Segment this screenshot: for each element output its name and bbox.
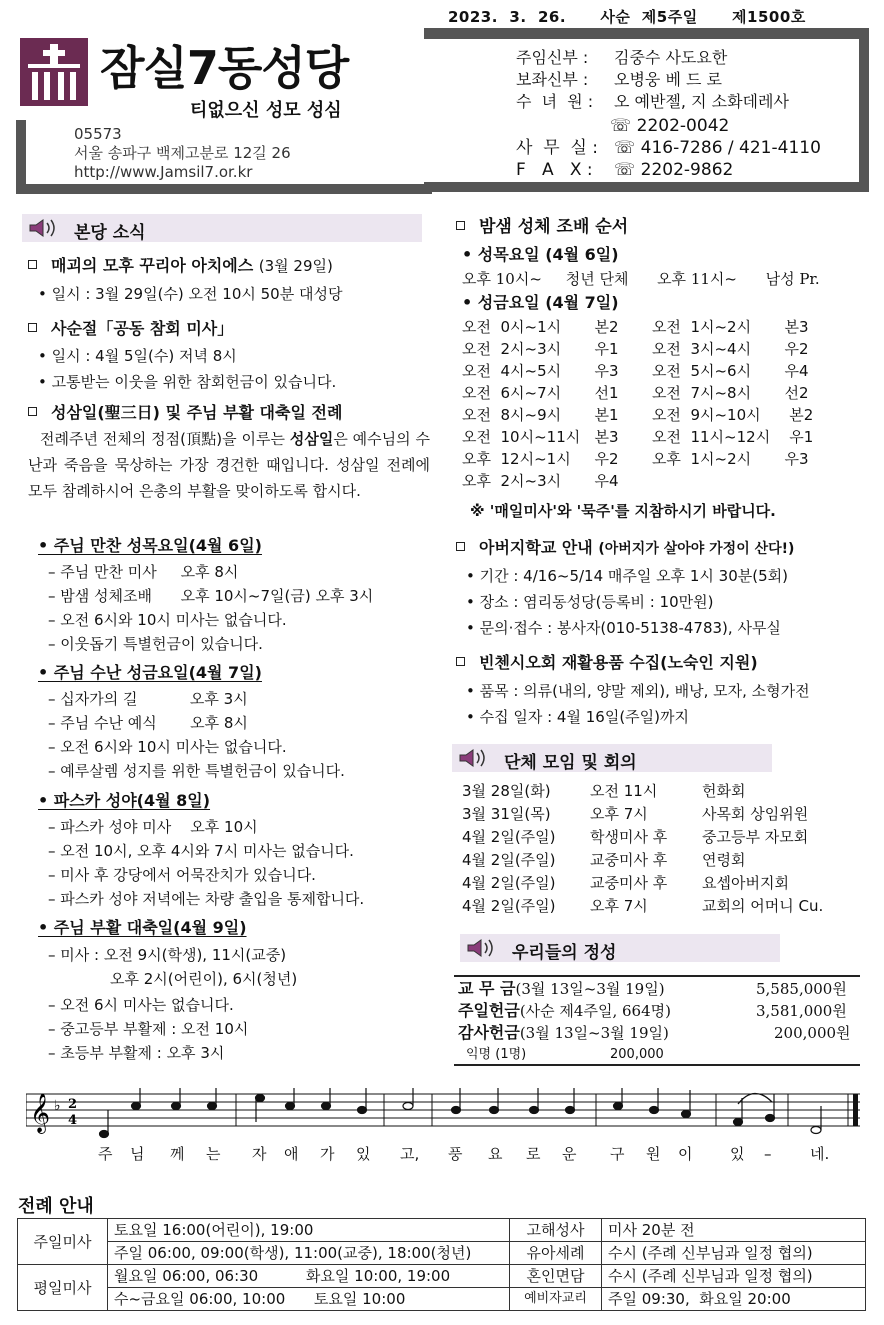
address: 서울 송파구 백제고분로 12길 26 bbox=[74, 144, 291, 162]
sunday-mass-row: 토요일 16:00(어린이), 19:00 bbox=[108, 1219, 510, 1242]
staff-label: 사 무 실 : bbox=[516, 138, 599, 158]
lyric: 께 bbox=[170, 1145, 185, 1163]
lyric: 구 bbox=[610, 1145, 625, 1163]
service-value: 수시 (주례 신부님과 일정 협의) bbox=[602, 1242, 866, 1265]
staff-value: ☏ 2202-9862 bbox=[614, 160, 734, 180]
staff-label: 주임신부 : bbox=[516, 48, 589, 67]
sunday-item: – 오전 6시 미사는 없습니다. bbox=[48, 996, 234, 1014]
service-label: 고해성사 bbox=[510, 1219, 602, 1242]
meeting-time: 오후 7시 bbox=[590, 897, 648, 915]
lyric: 고, bbox=[400, 1145, 420, 1163]
news-item-detail: • 고통받는 이웃을 위한 참회헌금이 있습니다. bbox=[38, 373, 337, 391]
thursday-title: • 주님 만찬 성목요일(4월 6일) bbox=[38, 536, 262, 555]
meeting-date: 3월 28일(화) bbox=[462, 782, 551, 800]
friday-item: – 예루살렘 성지를 위한 특별헌금이 있습니다. bbox=[48, 762, 345, 780]
lyric: 로 bbox=[526, 1145, 541, 1163]
father-school-item: • 기간 : 4/16~5/14 매주일 오후 1시 30분(5회) bbox=[466, 567, 788, 585]
thursday-item: – 밤샘 성체조배 오후 10시~7일(금) 오후 3시 bbox=[48, 587, 374, 605]
meeting-group: 중고등부 자모회 bbox=[702, 828, 809, 846]
issue-line: 2023. 3. 26. 사순 제5주일 제1500호 bbox=[448, 8, 806, 26]
service-label: 유아세례 bbox=[510, 1242, 602, 1265]
lyric: 자 bbox=[252, 1145, 267, 1163]
speaker-icon bbox=[28, 218, 58, 238]
music-staff bbox=[26, 1088, 864, 1144]
parish-title: 잠실7동성당 bbox=[100, 41, 349, 95]
offering-amount: 3,581,000원 bbox=[756, 1002, 847, 1020]
staff-label: 수 녀 원 : bbox=[516, 92, 594, 111]
friday-item: – 십자가의 길 오후 3시 bbox=[48, 690, 248, 708]
adoration-title: 밤샘 성체 조배 순서 bbox=[456, 216, 628, 238]
lyric: 네. bbox=[810, 1145, 830, 1163]
section-offerings bbox=[460, 934, 780, 962]
staff-value: 오 예반젤, 지 소화데레사 bbox=[614, 92, 789, 111]
staff-value: 오병웅 베 드 로 bbox=[614, 70, 722, 89]
meeting-group: 교회의 어머니 Cu. bbox=[702, 897, 824, 915]
sunday-mass-row: 주일 06:00, 09:00(학생), 11:00(교중), 18:00(청년) bbox=[108, 1242, 510, 1265]
address-box bbox=[16, 120, 432, 194]
meeting-time: 교중미사 후 bbox=[590, 851, 668, 869]
adoration-row: 오전 2시~3시 우1 오전 3시~4시 우2 bbox=[462, 340, 809, 358]
meeting-date: 4월 2일(주일) bbox=[462, 828, 556, 846]
offering-row: 주일헌금(사순 제4주일, 664명) bbox=[458, 1001, 671, 1020]
lyric: 있 bbox=[730, 1145, 745, 1163]
offering-row: 감사헌금(3월 13일~3월 19일) bbox=[458, 1023, 669, 1042]
meeting-date: 4월 2일(주일) bbox=[462, 851, 556, 869]
svg-text:2: 2 bbox=[68, 1097, 78, 1112]
section-title: 우리들의 정성 bbox=[512, 943, 617, 963]
lyric: 주 bbox=[98, 1145, 113, 1163]
sunday-item: 오후 2시(어린이), 6시(청년) bbox=[48, 970, 298, 988]
meeting-group: 연령회 bbox=[702, 851, 746, 869]
saturday-title: • 파스카 성야(4월 8일) bbox=[38, 791, 211, 810]
thursday-item: – 이웃돕기 특별헌금이 있습니다. bbox=[48, 635, 263, 653]
news-item-title: 성삼일(聖三日) 및 주님 부활 대축일 전례 bbox=[28, 402, 342, 424]
weekday-mass-row: 월요일 06:00, 06:30 화요일 10:00, 19:00 bbox=[108, 1265, 510, 1288]
adoration-row: 오전 6시~7시 선1 오전 7시~8시 선2 bbox=[462, 384, 809, 402]
adoration-row: 오전 4시~5시 우3 오전 5시~6시 우4 bbox=[462, 362, 809, 380]
adoration-thursday-head: • 성목요일 (4월 6일) bbox=[462, 245, 619, 264]
staff-label: F A X : bbox=[516, 160, 593, 180]
saturday-item: – 오전 10시, 오후 4시와 7시 미사는 없습니다. bbox=[48, 842, 354, 860]
father-school-title: 아버지학교 안내 (아버지가 살아야 가정이 산다!) bbox=[456, 537, 794, 560]
liturgy-title: 전례 안내 bbox=[18, 1196, 94, 1217]
lyric: 님 bbox=[130, 1145, 145, 1163]
vincent-title: 빈첸시오회 재활용품 수집(노숙인 지원) bbox=[456, 652, 758, 674]
adoration-row: 오후 12시~1시 우2 오후 1시~2시 우3 bbox=[462, 450, 809, 468]
lyric: – bbox=[764, 1145, 772, 1163]
thursday-item: – 주님 만찬 미사 오후 8시 bbox=[48, 563, 239, 581]
sunday-mass-label: 주일미사 bbox=[18, 1219, 108, 1265]
meeting-group: 요셉아버지회 bbox=[702, 874, 789, 892]
speaker-icon bbox=[458, 748, 488, 768]
news-item-detail: • 일시 : 3월 29일(수) 오전 10시 50분 대성당 bbox=[38, 285, 343, 303]
meeting-group: 헌화회 bbox=[702, 782, 746, 800]
news-item-title: 사순절「공동 참회 미사」 bbox=[28, 318, 233, 340]
meeting-date: 3월 31일(목) bbox=[462, 805, 551, 823]
father-school-item: • 문의·접수 : 봉사자(010-5138-4783), 사무실 bbox=[466, 619, 781, 637]
adoration-note: ※ '매일미사'와 '묵주'를 지참하시기 바랍니다. bbox=[470, 502, 776, 520]
news-item-title: 매괴의 모후 꾸리아 아치에스 (3월 29일) bbox=[28, 255, 333, 277]
lyric: 원 bbox=[646, 1145, 661, 1163]
lyric: 있 bbox=[356, 1145, 371, 1163]
saturday-item: – 미사 후 강당에서 어묵잔치가 있습니다. bbox=[48, 866, 316, 884]
service-value: 미사 20분 전 bbox=[602, 1219, 866, 1242]
offering-amount: 5,585,000원 bbox=[756, 980, 847, 998]
section-title: 본당 소식 bbox=[74, 223, 146, 243]
vincent-item: • 수집 일자 : 4월 16일(주일)까지 bbox=[466, 708, 689, 726]
lyric: 이 bbox=[678, 1145, 693, 1163]
offering-row: 교 무 금(3월 13일~3월 19일) bbox=[458, 979, 665, 998]
sunday-item: – 중고등부 부활제 : 오전 10시 bbox=[48, 1020, 249, 1038]
adoration-friday-head: • 성금요일 (4월 7일) bbox=[462, 293, 619, 312]
saturday-item: – 파스카 성야 저녁에는 차량 출입을 통제합니다. bbox=[48, 890, 365, 908]
svg-text:4: 4 bbox=[68, 1113, 78, 1128]
meeting-time: 오전 11시 bbox=[590, 782, 658, 800]
service-value: 주일 09:30, 화요일 20:00 bbox=[602, 1288, 866, 1311]
speaker-icon bbox=[466, 938, 496, 958]
lyric: 운 bbox=[562, 1145, 577, 1163]
lyric: 요 bbox=[488, 1145, 503, 1163]
service-value: 수시 (주례 신부님과 일정 협의) bbox=[602, 1265, 866, 1288]
header-bar bbox=[424, 28, 869, 39]
adoration-row: 오전 10시~11시 본3 오전 11시~12시 우1 bbox=[462, 428, 814, 446]
staff-value: 김중수 사도요한 bbox=[614, 48, 728, 67]
weekday-mass-label: 평일미사 bbox=[18, 1265, 108, 1311]
lyric: 는 bbox=[206, 1145, 221, 1163]
news-paragraph: 전례주년 전체의 정점(頂點)을 이루는 성삼일은 예수님의 수난과 죽음을 묵상하는 가장 경건한 때입니다. 성삼일 전례에 모두 참례하시어 은총의 부활을 맞이하도록 합시다. bbox=[28, 430, 430, 500]
staff-value: ☏ 2202-0042 bbox=[610, 116, 730, 136]
anon-amount: 200,000 bbox=[610, 1047, 664, 1062]
staff-value: ☏ 416-7286 / 421-4110 bbox=[614, 138, 821, 158]
sunday-title: • 주님 부활 대축일(4월 9일) bbox=[38, 918, 247, 937]
friday-title: • 주님 수난 성금요일(4월 7일) bbox=[38, 663, 262, 682]
adoration-row: 오후 10시~ 청년 단체 오후 11시~ 남성 Pr. bbox=[462, 270, 820, 288]
divider bbox=[454, 1064, 860, 1066]
meeting-date: 4월 2일(주일) bbox=[462, 897, 556, 915]
sunday-item: – 초등부 부활제 : 오후 3시 bbox=[48, 1044, 225, 1062]
service-label: 예비자교리 bbox=[510, 1288, 602, 1311]
service-label: 혼인면담 bbox=[510, 1265, 602, 1288]
section-title: 단체 모임 및 회의 bbox=[504, 753, 637, 773]
meeting-time: 교중미사 후 bbox=[590, 874, 668, 892]
lyric: 풍 bbox=[448, 1145, 463, 1163]
music-lyrics bbox=[26, 1144, 864, 1166]
meeting-time: 학생미사 후 bbox=[590, 828, 668, 846]
father-school-item: • 장소 : 염리동성당(등록비 : 10만원) bbox=[466, 593, 714, 611]
thursday-item: – 오전 6시와 10시 미사는 없습니다. bbox=[48, 611, 287, 629]
meeting-date: 4월 2일(주일) bbox=[462, 874, 556, 892]
anon-label: 익명 (1명) bbox=[466, 1047, 527, 1062]
meeting-group: 사목회 상임위원 bbox=[702, 805, 809, 823]
adoration-row: 오전 8시~9시 본1 오전 9시~10시 본2 bbox=[462, 406, 814, 424]
offering-amount: 200,000원 bbox=[774, 1024, 851, 1042]
divider bbox=[454, 975, 860, 977]
friday-item: – 주님 수난 예식 오후 8시 bbox=[48, 714, 248, 732]
svg-text:𝄞: 𝄞 bbox=[30, 1093, 51, 1133]
parish-logo-icon bbox=[20, 38, 88, 106]
news-item-detail: • 일시 : 4월 5일(수) 저녁 8시 bbox=[38, 347, 237, 365]
lyric: 가 bbox=[320, 1145, 335, 1163]
saturday-item: – 파스카 성야 미사 오후 10시 bbox=[48, 818, 258, 836]
parish-subtitle: 티없으신 성모 성심 bbox=[190, 100, 342, 121]
weekday-mass-row: 수~금요일 06:00, 10:00 토요일 10:00 bbox=[108, 1288, 510, 1311]
staff-info-box bbox=[424, 39, 869, 192]
music-score bbox=[26, 1088, 864, 1168]
friday-item: – 오전 6시와 10시 미사는 없습니다. bbox=[48, 738, 287, 756]
section-meetings bbox=[452, 744, 772, 772]
sunday-item: – 미사 : 오전 9시(학생), 11시(교중) bbox=[48, 946, 287, 964]
liturgy-table bbox=[17, 1218, 866, 1311]
meeting-time: 오후 7시 bbox=[590, 805, 648, 823]
lyric: 애 bbox=[284, 1145, 299, 1163]
vincent-item: • 품목 : 의류(내의, 양말 제외), 배낭, 모자, 소형가전 bbox=[466, 682, 810, 700]
svg-text:♭: ♭ bbox=[54, 1098, 61, 1114]
website-link[interactable]: http://www.Jamsil7.or.kr bbox=[74, 163, 253, 181]
staff-label: 보좌신부 : bbox=[516, 70, 589, 89]
postal-code: 05573 bbox=[74, 125, 122, 143]
adoration-row: 오전 0시~1시 본2 오전 1시~2시 본3 bbox=[462, 318, 809, 336]
section-news bbox=[22, 214, 422, 242]
adoration-row: 오후 2시~3시 우4 bbox=[462, 472, 619, 490]
